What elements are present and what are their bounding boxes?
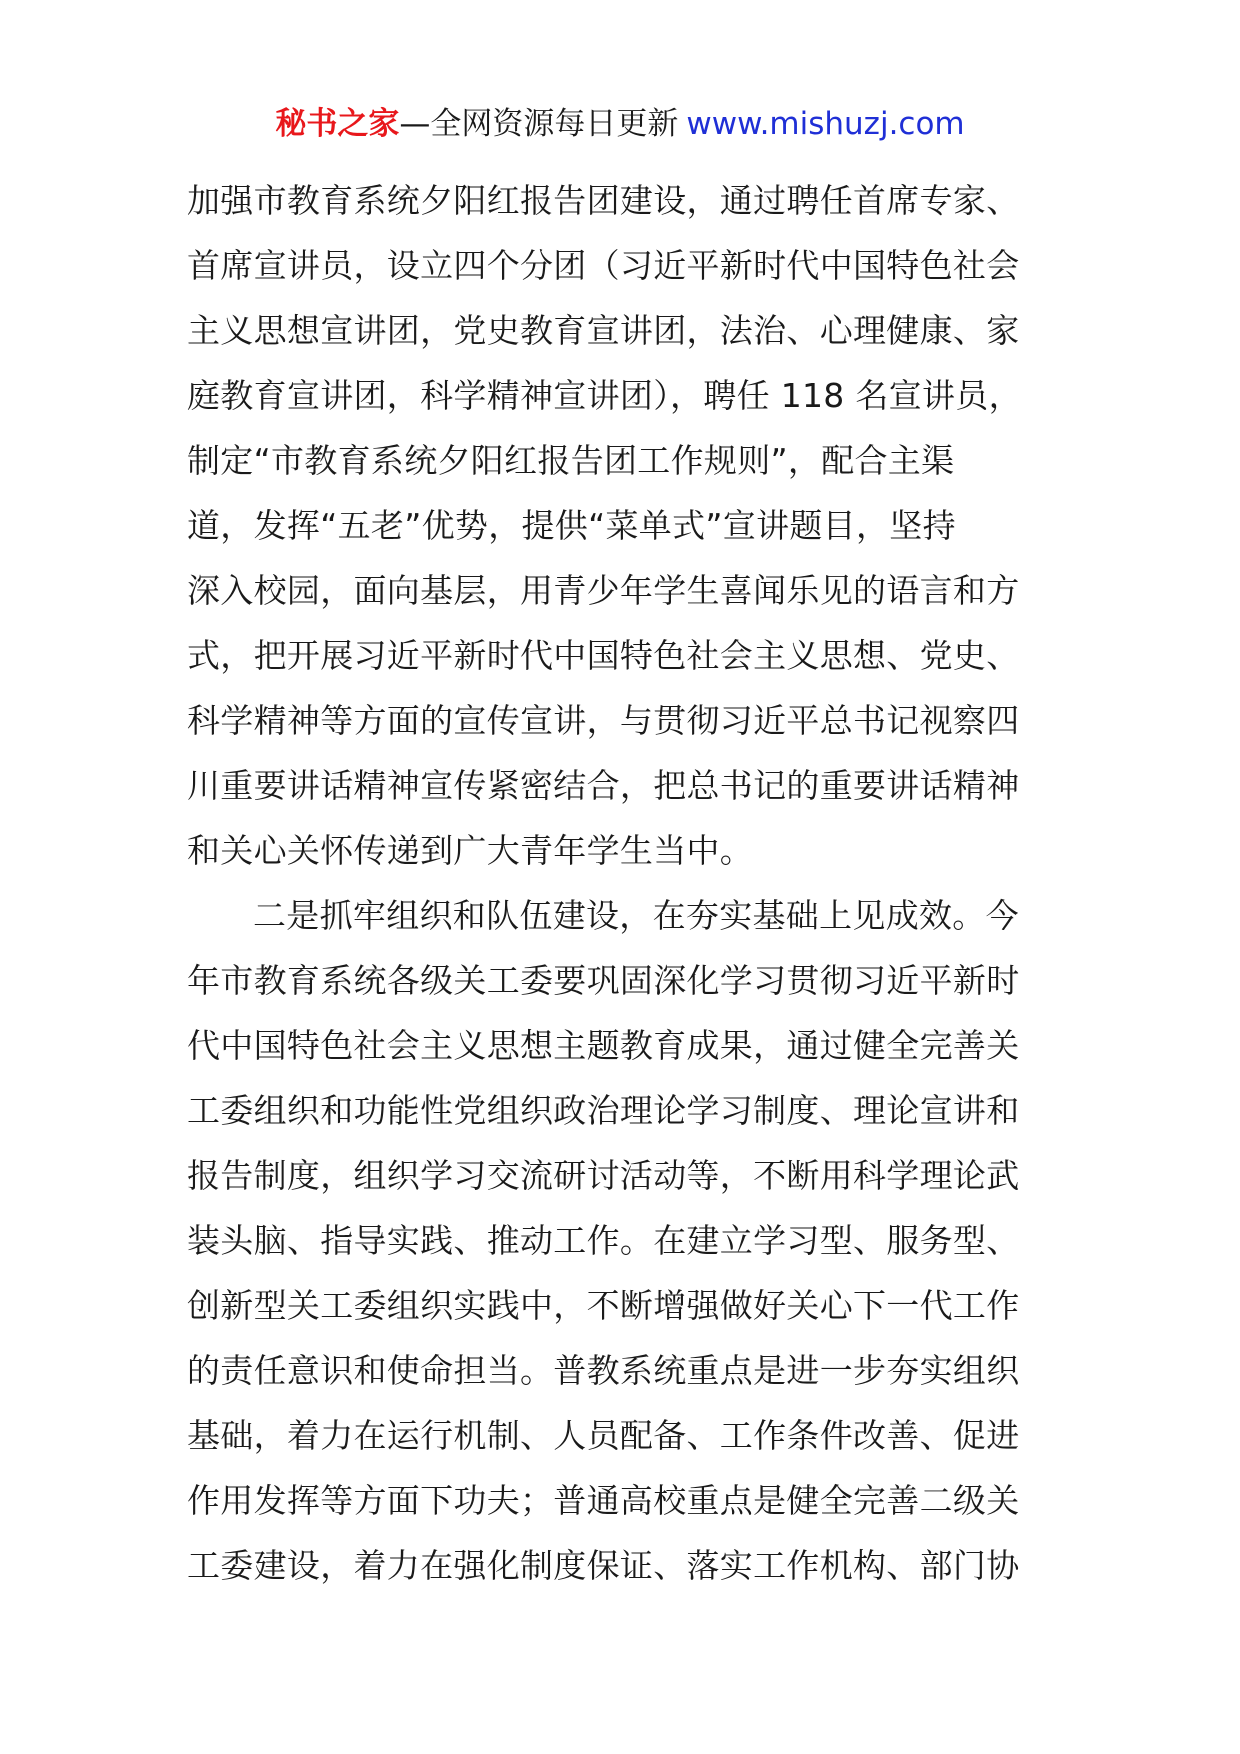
text-line: 创新型关工委组织实践中，不断增强做好关心下一代工作	[187, 1286, 1020, 1325]
text-line: 川重要讲话精神宣传紧密结合，把总书记的重要讲话精神	[187, 766, 1020, 805]
text-line: 首席宣讲员，设立四个分团（习近平新时代中国特色社会	[187, 246, 1020, 285]
text-line: 科学精神等方面的宣传宣讲，与贯彻习近平总书记视察四	[187, 701, 1020, 740]
header-tagline: —全网资源每日更新	[399, 106, 679, 142]
text-line: 和关心关怀传递到广大青年学生当中。	[187, 831, 754, 870]
paragraph-start-line: 二是抓牢组织和队伍建设，在夯实基础上见成效。今	[253, 896, 1019, 935]
text-line: 装头脑、指导实践、推动工作。在建立学习型、服务型、	[187, 1221, 1020, 1260]
text-line: 加强市教育系统夕阳红报告团建设，通过聘任首席专家、	[187, 181, 1020, 220]
text-line: 作用发挥等方面下功夫；普通高校重点是健全完善二级关	[187, 1481, 1020, 1520]
page-header	[0, 104, 1240, 144]
brand-name: 秘书之家	[275, 106, 400, 142]
text-line: 工委建设，着力在强化制度保证、落实工作机构、部门协	[187, 1546, 1020, 1585]
text-line: 代中国特色社会主义思想主题教育成果，通过健全完善关	[187, 1026, 1020, 1065]
text-line: 深入校园，面向基层，用青少年学生喜闻乐见的语言和方	[187, 571, 1020, 610]
site-url-link[interactable]: www.mishuzj.com	[686, 106, 965, 142]
text-line: 年市教育系统各级关工委要巩固深化学习贯彻习近平新时	[187, 961, 1020, 1000]
text-line: 制定“市教育系统夕阳红报告团工作规则”，配合主渠	[187, 441, 955, 480]
text-line: 基础，着力在运行机制、人员配备、工作条件改善、促进	[187, 1416, 1020, 1455]
text-line: 报告制度，组织学习交流研讨活动等，不断用科学理论武	[187, 1156, 1020, 1195]
text-line: 的责任意识和使命担当。普教系统重点是进一步夯实组织	[187, 1351, 1020, 1390]
text-line: 道，发挥“五老”优势，提供“菜单式”宣讲题目，坚持	[187, 506, 956, 545]
text-line: 主义思想宣讲团，党史教育宣讲团，法治、心理健康、家	[187, 311, 1020, 350]
document-body	[187, 168, 1067, 1598]
text-line: 庭教育宣讲团，科学精神宣讲团），聘任 118 名宣讲员，	[187, 376, 1022, 415]
text-line: 式，把开展习近平新时代中国特色社会主义思想、党史、	[187, 636, 1020, 675]
text-line: 工委组织和功能性党组织政治理论学习制度、理论宣讲和	[187, 1091, 1020, 1130]
